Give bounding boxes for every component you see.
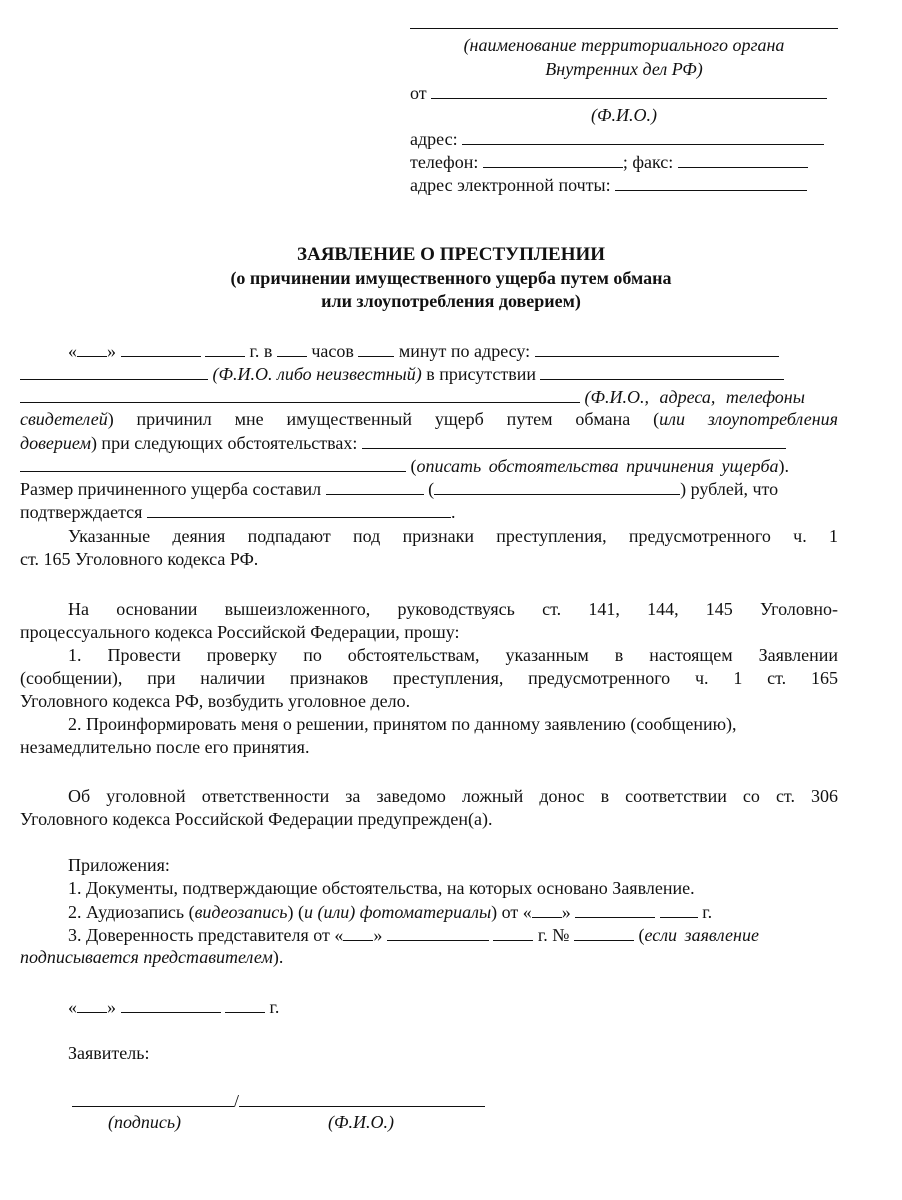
document-subtitle-line2: или злоупотребления доверием) (321, 291, 581, 311)
caused-damage-text: ) причинил мне имущественный ущерб путем обмана ( (107, 409, 660, 429)
fax-field[interactable] (678, 149, 808, 168)
rubles-label: ) рублей, что (680, 479, 779, 499)
attachment-item-1: 1. Документы, подтверждающие обстоятельства, на которых основано Заявление. (68, 878, 695, 898)
item2-year-label: г. (702, 902, 713, 922)
in-presence-label: в присутствии (426, 364, 536, 384)
based-line2: процессуального кодекса Российской Федерации, прошу: (20, 622, 460, 642)
attachments-heading: Приложения: (68, 855, 170, 875)
signature-fio-field[interactable] (239, 1088, 485, 1107)
item2-video-italic: видеозапись (194, 902, 288, 922)
circumstances-field-1[interactable] (362, 430, 786, 449)
item2-day-field[interactable] (532, 899, 562, 918)
fio-caption: (Ф.И.О.) (591, 105, 657, 125)
witnesses-field-2[interactable] (20, 384, 580, 403)
year-at-label: г. в (249, 341, 273, 361)
witness-caption: (Ф.И.О., адреса, телефоны (584, 387, 805, 407)
request1-line1: 1. Провести проверку по обстоятельствам, указанным в настоящем Заявлении (68, 645, 838, 665)
item3-text-a: 3. Доверенность представителя от « (68, 925, 344, 945)
document-title: ЗАЯВЛЕНИЕ О ПРЕСТУПЛЕНИИ (296, 244, 606, 265)
year-field[interactable] (205, 338, 245, 357)
acts-line2: ст. 165 Уголовного кодекса РФ. (20, 549, 259, 569)
organ-caption-line2: Внутренних дел РФ) (545, 59, 703, 79)
applicant-label: Заявитель: (68, 1043, 150, 1063)
document-subtitle-line1: (о причинении имущественного ущерба путем обмана (230, 268, 672, 288)
damage-amount-field[interactable] (326, 476, 424, 495)
phone-fax-row (410, 149, 808, 174)
item2-photo-italic: и (или) фотоматериалы (303, 902, 492, 922)
item3-number-label: г. № (537, 925, 570, 945)
offender-row (20, 361, 784, 386)
request1-line2: (сообщении), при наличии признаков преступления, предусмотренного ч. 1 ст. 165 (20, 668, 838, 688)
based-line1: На основании вышеизложенного, руководствуясь ст. 141, 144, 145 Уголовно- (68, 599, 838, 619)
day-field[interactable] (77, 338, 107, 357)
paren-close: ). (778, 456, 790, 476)
confirmed-field[interactable] (147, 499, 451, 518)
liability-line2: Уголовного кодекса Российской Федерации предупрежден(а). (20, 809, 493, 829)
date-quote-close: » (107, 997, 116, 1017)
phone-field[interactable] (483, 149, 623, 168)
acts-line1: Указанные деяния подпадают под признаки преступления, предусмотренного ч. 1 (68, 526, 838, 546)
item3-month-field[interactable] (387, 922, 489, 941)
request2-line1: 2. Проинформировать меня о решении, принятом по данному заявлению (сообщению), (68, 714, 737, 734)
confirmed-row (20, 499, 455, 524)
address-label: адрес: (410, 129, 458, 149)
witnesses-italic: свидетелей (20, 409, 108, 429)
signing-day-field[interactable] (77, 994, 107, 1013)
item2-year-field[interactable] (660, 899, 698, 918)
phone-label: телефон: (410, 152, 479, 172)
signing-year-field[interactable] (225, 994, 265, 1013)
from-fio-field[interactable] (431, 80, 827, 99)
minutes-address-label: минут по адресу: (398, 341, 531, 361)
item3-paren: ( (638, 925, 645, 945)
address-row (410, 126, 824, 151)
hours-label: часов (311, 341, 354, 361)
from-label: от (410, 83, 427, 103)
period: . (450, 502, 456, 522)
email-field[interactable] (615, 172, 807, 191)
incident-date-row (68, 338, 779, 363)
witness-caption-row (20, 384, 805, 409)
attachment-item-3-line2 (20, 945, 283, 969)
or-abuse-italic: или злоупотребления (659, 409, 839, 429)
signing-date-row (68, 994, 279, 1019)
offender-fio-field[interactable] (20, 361, 208, 380)
email-row (410, 172, 807, 197)
hours-field[interactable] (277, 338, 307, 357)
circumstances-row (20, 430, 786, 455)
damage-amount-row: Размер причиненного ущерба составил ( ) рублей, что (20, 476, 778, 501)
circumstances-label: ) при следующих обстоятельствах: (90, 433, 358, 453)
confirmed-label: подтверждается (20, 502, 143, 522)
item3-if-italic: если заявление (644, 925, 759, 945)
item3-quote-close: » (373, 925, 383, 945)
request1-line3: Уголовного кодекса РФ, возбудить уголовное дело. (20, 691, 411, 711)
date-quote-open: « (68, 997, 77, 1017)
item2-quote-close: » (561, 902, 571, 922)
attachment-item-2 (68, 899, 712, 924)
quote-open: « (68, 341, 77, 361)
from-row (410, 80, 827, 105)
attachment-item-3 (68, 922, 759, 947)
item2-text-a: 2. Аудиозапись ( (68, 902, 195, 922)
circumstances-field-2[interactable] (20, 453, 406, 472)
item3-day-field[interactable] (343, 922, 373, 941)
request2-line2: незамедлительно после его принятия. (20, 737, 310, 757)
damage-amount-words-field[interactable] (434, 476, 680, 495)
liability-line1: Об уголовной ответственности за заведомо ложный донос в соответствии со ст. 306 (68, 786, 838, 806)
item3-close: ). (272, 947, 284, 967)
describe-row (20, 453, 789, 478)
damage-amount-label: Размер причиненного ущерба составил (20, 479, 322, 499)
describe-caption: описать обстоятельства причинения ущерба (416, 456, 779, 476)
signature-fio-caption: (Ф.И.О.) (328, 1112, 394, 1132)
trust-italic: доверием (20, 433, 91, 453)
witnesses-field-1[interactable] (540, 361, 784, 380)
item2-text-c: ) ( (287, 902, 304, 922)
email-label: адрес электронной почты: (410, 175, 611, 195)
organ-caption-line1: (наименование территориального органа (463, 35, 785, 55)
paren-open: ( (410, 456, 417, 476)
signing-year-label: г. (269, 997, 280, 1017)
minutes-field[interactable] (358, 338, 394, 357)
fax-label: ; факс: (622, 152, 674, 172)
signature-field[interactable] (72, 1088, 234, 1107)
item3-year-field[interactable] (493, 922, 533, 941)
quote-close: » (107, 341, 116, 361)
item2-month-field[interactable] (575, 899, 655, 918)
item3-number-field[interactable] (574, 922, 634, 941)
signature-caption: (подпись) (108, 1112, 182, 1132)
address-field[interactable] (462, 126, 824, 145)
organ-name-field[interactable] (410, 28, 838, 29)
signing-month-field[interactable] (121, 994, 221, 1013)
item3-representative-italic: подписывается представителем (20, 947, 273, 967)
offender-caption: (Ф.И.О. либо неизвестный) (212, 364, 422, 384)
incident-address-field[interactable] (535, 338, 779, 357)
item2-text-e: ) от « (491, 902, 532, 922)
signature-slash: / (234, 1091, 240, 1111)
damage-sentence-line (20, 407, 838, 431)
month-field[interactable] (121, 338, 201, 357)
